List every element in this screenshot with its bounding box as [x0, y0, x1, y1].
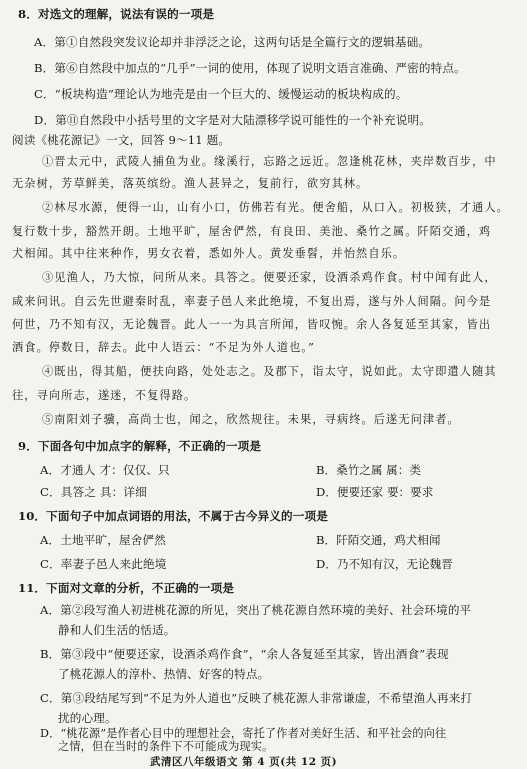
q10-option-c: C．率妻子邑人来此绝境	[40, 557, 167, 571]
q11-stem: 11．下面对文章的分析，不正确的一项是	[18, 581, 235, 595]
passage-line: 往，寻向所志，遂迷，不复得路。	[12, 389, 197, 402]
q9-option-c: C．具答之 具：详细	[40, 485, 147, 499]
q11-option-a: A．第②段写渔人初进桃花源的所见，突出了桃花源自然环境的美好、社会环境的平	[40, 603, 472, 617]
passage-line: ②林尽水源，便得一山，山有小口，仿佛若有光。便舍船，从口入。初极狭，才通人。	[42, 201, 509, 214]
q8-stem: 8．对选文的理解，说法有误的一项是	[18, 7, 215, 21]
q9-stem: 9．下面各句中加点字的解释，不正确的一项是	[18, 439, 262, 453]
q10-option-d: D．乃不知有汉，无论魏晋	[316, 557, 453, 571]
q9-option-d: D．便要还家 要：要求	[316, 485, 434, 499]
q11-option-a-cont: 静和人们生活的恬适。	[58, 623, 176, 637]
q8-option-b: B．第⑥自然段中加点的“几乎”一词的使用，体现了说明文语言准确、严密的特点。	[34, 61, 466, 75]
passage-line: 复行数十步，豁然开朗。土地平旷，屋舍俨然，有良田、美池、桑竹之属。阡陌交通，鸡	[12, 225, 492, 238]
passage-line: 无杂树，芳草鲜美，落英缤纷。渔人甚异之，复前行，欲穷其林。	[12, 177, 369, 190]
passage-line: 酒食。停数日，辞去。此中人语云：“不足为外人道也。”	[12, 341, 315, 354]
q10-stem: 10．下面句子中加点词语的用法，不属于古今异义的一项是	[18, 509, 329, 523]
q8-option-a: A．第①自然段突发议论却并非浮泛之论，这两句话是全篇行文的逻辑基础。	[34, 35, 431, 49]
q9-option-b: B．桑竹之属 属：类	[316, 463, 421, 477]
q8-option-c: C．“板块构造”理论认为地壳是由一个巨大的、缓慢运动的板块构成的。	[34, 87, 408, 101]
q11-option-b: B．第③段中“便要还家，设酒杀鸡作食”，“余人各复延至其家，皆出酒食”表现	[40, 647, 449, 661]
q11-option-d-cont: 之情，但在当时的条件下不可能成为现实。	[58, 740, 274, 753]
passage-line: 咸来问讯。自云先世避秦时乱，率妻子邑人来此绝境，不复出焉，遂与外人间隔。问今是	[12, 295, 492, 308]
passage-line: 犬相闻。其中往来种作，男女衣着，悉如外人。黄发垂髫，并怡然自乐。	[12, 247, 406, 260]
passage-line: ③见渔人，乃大惊，问所从来。具答之。便要还家，设酒杀鸡作食。村中闻有此人，	[42, 271, 497, 284]
q11-option-d: D．“桃花源”是作者心目中的理想社会，寄托了作者对美好生活、和平社会的向往	[40, 727, 447, 740]
passage-line: ④既出，得其船，便扶向路，处处志之。及郡下，诣太守，说如此。太守即遣人随其	[42, 365, 497, 378]
passage-line: 何世，乃不知有汉，无论魏晋。此人一一为具言所闻，皆叹惋。余人各复延至其家，皆出	[12, 318, 492, 331]
q11-option-c-cont: 扰的心理。	[58, 711, 117, 725]
passage-line: ①晋太元中，武陵人捕鱼为业。缘溪行，忘路之远近。忽逢桃花林，夹岸数百步，中	[42, 155, 497, 168]
passage-line: ⑤南阳刘子骥，高尚士也，闻之，欣然规往。未果，寻病终。后遂无问津者。	[42, 413, 460, 426]
q9-option-a: A．才通人 才：仅仅、只	[40, 463, 170, 477]
q8-option-d: D．第⑪自然段中小括号里的文字是对大陆漂移学说可能性的一个补充说明。	[34, 113, 431, 127]
q11-option-b-cont: 了桃花源人的淳朴、热情、好客的特点。	[58, 667, 270, 681]
q10-option-a: A．土地平旷，屋舍俨然	[40, 533, 166, 547]
reading-intro: 阅读《桃花源记》一文，回答 9～11 题。	[12, 133, 231, 147]
page-footer: 武清区八年级语文 第 4 页(共 12 页)	[150, 756, 338, 768]
q10-option-b: B．阡陌交通，鸡犬相闻	[316, 533, 441, 547]
q11-option-c: C．第③段结尾写到“不足为外人道也”反映了桃花源人非常谦虚，不希望渔人再来打	[40, 691, 473, 705]
